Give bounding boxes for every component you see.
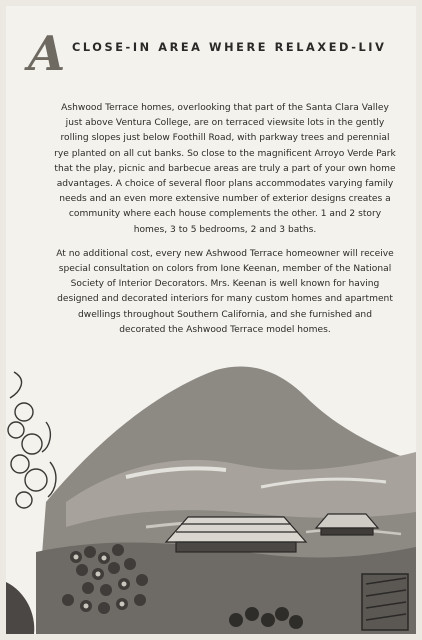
right-trees <box>362 574 408 630</box>
headline-text: CLOSE-IN AREA WHERE RELAXED-LIV <box>72 41 387 54</box>
paragraph-decorator: At no additional cost, every new Ashwood Terrace homeowner will receive special consultation on colors from Ione Keenan, member of the National Society of Interior Decorators. Mrs. Keenan is well known for having designed and decorated interiors for many custom homes and apartment dwellings throughout Southern California, and she furnished and decorated the Ashwood Terrace model homes. <box>56 248 394 335</box>
drop-cap: A <box>28 26 66 82</box>
house-right <box>316 514 378 535</box>
house-left <box>166 517 306 552</box>
brochure-page <box>6 6 416 634</box>
headline <box>28 26 416 82</box>
paragraph-location: Ashwood Terrace homes, overlooking that part of the Santa Clara Valley just above Ventura College, are on terraced viewsite lots in the gently rolling slopes just below Foothill Road, with parkway trees and perennial rye planted on all cut banks. So close to the magnificent Arroyo Verde Park that the play, picnic and barbecue areas are truly a part of your own home advantages. A choice of several floor plans accommodates varying family needs and an even more extensive number of exterior designs creates a community where each house complements the other. 1 and 2 story homes, 3 to 5 bedrooms, 2 and 3 baths. <box>54 103 396 235</box>
hillside-illustration <box>6 352 416 634</box>
body-copy <box>54 101 396 347</box>
